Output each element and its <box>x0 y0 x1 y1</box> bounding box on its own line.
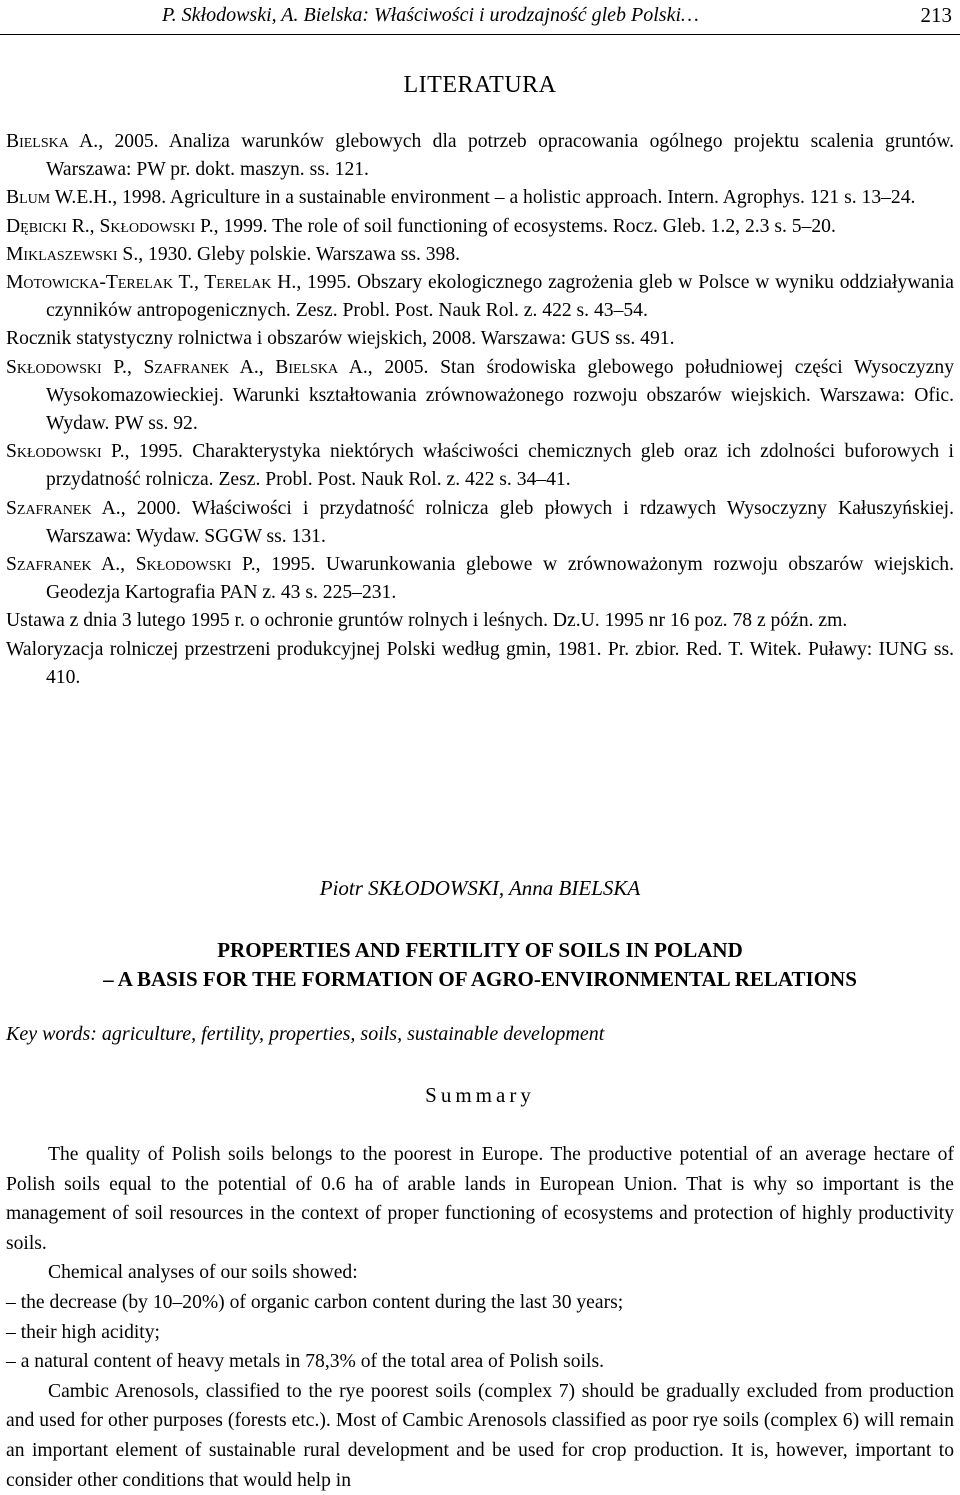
page-number: 213 <box>920 3 952 27</box>
article-title-line: – A BASIS FOR THE FORMATION OF AGRO-ENVIRONMENTAL RELATIONS <box>103 967 857 991</box>
reference-authors: Skłodowski P. <box>6 441 125 463</box>
reference-authors: Blum W.E.H. <box>6 187 113 209</box>
reference-item <box>6 354 954 439</box>
article-title-line: PROPERTIES AND FERTILITY OF SOILS IN POLAND <box>217 938 743 962</box>
reference-item <box>6 241 954 269</box>
reference-item <box>6 438 954 494</box>
reference-text: , 2000. Właściwości i przydatność rolnicza gleb płowych i rdzawych Wysoczyzny Kałuszyńskiej. Warszawa: Wydaw. SGGW ss. 131. <box>46 497 954 547</box>
reference-item <box>6 607 954 635</box>
reference-text: , 1998. Agriculture in a sustainable environment – a holistic approach. Intern. Agrophys. 121 s. 13–24. <box>112 187 916 209</box>
article-title <box>0 936 960 994</box>
reference-text: , 1995. Charakterystyka niektórych właściwości chemicznych gleb oraz ich zdolności buforowych i przydatność rolnicza. Zesz. Probl. Post. Nauk Rol. z. 422 s. 34–41. <box>46 441 954 491</box>
reference-item <box>6 213 954 241</box>
running-title: P. Skłodowski, A. Bielska: Właściwości i urodzajność gleb Polski… <box>162 4 699 26</box>
reference-text: Waloryzacja rolniczej przestrzeni produkcyjnej Polski według gmin, 1981. Pr. zbior. Red. T. Witek. Puławy: IUNG ss. 410. <box>6 638 954 688</box>
reference-authors: Motowicka-Terelak T., Terelak H. <box>6 272 297 294</box>
summary-list-item: – their high acidity; <box>6 1321 160 1343</box>
reference-item <box>6 551 954 607</box>
reference-authors: Szafranek A., Skłodowski P. <box>6 554 256 576</box>
reference-item <box>6 636 954 692</box>
reference-authors: Miklaszewski S. <box>6 243 139 265</box>
literature-heading: LITERATURA <box>403 72 557 98</box>
reference-authors: Szafranek A. <box>6 497 121 519</box>
reference-authors: Skłodowski P., Szafranek A., Bielska A. <box>6 356 368 378</box>
reference-text: , 1930. Gleby polskie. Warszawa ss. 398. <box>138 243 461 265</box>
reference-text: , 1995. Obszary ekologicznego zagrożenia gleb w Polsce w wyniku oddziaływania czynników antropogenicznych. Zesz. Probl. Post. Nauk Rol. z. 422 s. 43–54. <box>46 272 954 322</box>
summary-paragraph: Cambic Arenosols, classified to the rye poorest soils (complex 7) should be gradually excluded from production and used for other purposes (forests etc.). Most of Cambic Arenosols classified as poor rye soils (complex 6) will remain an important element of sustainable rural development and be used for crop production. It is, however, important to consider other conditions that would help in <box>6 1380 954 1491</box>
reference-text: , 2005. Analiza warunków glebowych dla potrzeb opracowania ogólnego projektu scalenia gruntów. Warszawa: PW pr. dokt. maszyn. ss. 121. <box>46 131 954 181</box>
reference-item <box>6 495 954 551</box>
reference-item <box>6 269 954 325</box>
summary-body <box>6 1140 954 1495</box>
reference-text: , 1995. Uwarunkowania glebowe w zrównoważonym rozwoju obszarów wiejskich. Geodezja Kartografia PAN z. 43 s. 225–231. <box>46 554 954 604</box>
summary-paragraph: The quality of Polish soils belongs to the poorest in Europe. The productive potential of an average hectare of Polish soils equal to the potential of 0.6 ha of arable lands in European Union. That is why so important is the management of soil resources in the context of proper functioning of ecosystems and protection of highly productivity soils. <box>6 1144 954 1254</box>
reference-item <box>6 128 954 184</box>
article-authors: Piotr SKŁODOWSKI, Anna BIELSKA <box>319 876 641 900</box>
reference-text: Rocznik statystyczny rolnictwa i obszarów wiejskich, 2008. Warszawa: GUS ss. 491. <box>6 328 675 350</box>
reference-authors: Bielska A. <box>6 131 99 152</box>
reference-list <box>6 128 954 692</box>
reference-item <box>6 325 954 353</box>
summary-list-item: – the decrease (by 10–20%) of organic carbon content during the last 30 years; <box>6 1291 624 1313</box>
running-header <box>0 0 960 35</box>
reference-text: Ustawa z dnia 3 lutego 1995 r. o ochronie gruntów rolnych i leśnych. Dz.U. 1995 nr 16 poz. 78 z późn. zm. <box>6 610 848 632</box>
summary-list-item: – a natural content of heavy metals in 78,3% of the total area of Polish soils. <box>6 1351 605 1373</box>
reference-item <box>6 184 954 212</box>
keywords: Key words: agriculture, fertility, properties, soils, sustainable development <box>6 1023 605 1045</box>
reference-text: , 1999. The role of soil functioning of ecosystems. Rocz. Gleb. 1.2, 2.3 s. 5–20. <box>213 215 836 237</box>
reference-text: , 2005. Stan środowiska glebowego południowej części Wysoczyzny Wysokomazowieckiej. Warunki kształtowania zrównoważonego rozwoju obszarów wiejskich. Warszawa: Ofic. Wydaw. PW ss. 92. <box>46 356 954 435</box>
reference-authors: Dębicki R., Skłodowski P. <box>6 215 214 237</box>
summary-heading: Summary <box>425 1083 535 1107</box>
summary-paragraph: Chemical analyses of our soils showed: <box>48 1262 358 1284</box>
